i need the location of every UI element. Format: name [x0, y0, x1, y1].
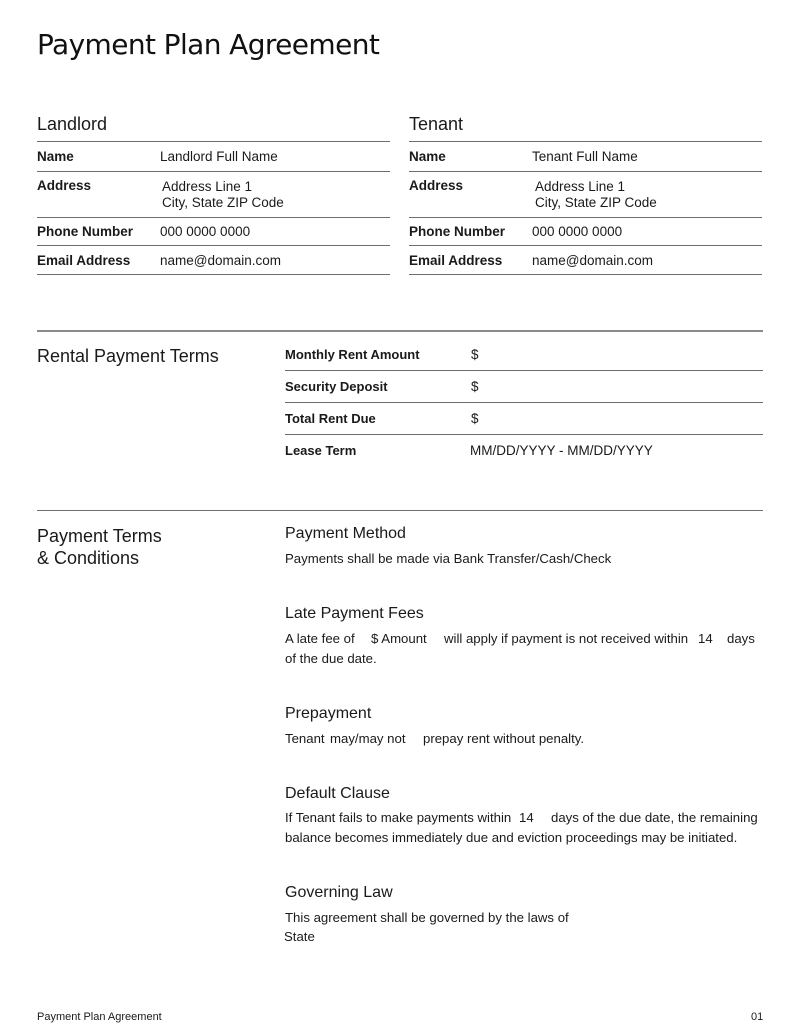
- tenant-email-field[interactable]: name@domain.com: [532, 253, 654, 268]
- monthly-rent-label: Monthly Rent Amount: [285, 347, 420, 362]
- tenant-phone-field[interactable]: 000 0000 0000: [532, 224, 623, 239]
- divider: [37, 217, 390, 218]
- prepayment-text: [285, 729, 763, 749]
- tenant-address-line2: City, State ZIP Code: [535, 195, 657, 210]
- late-fees-prefix: A late fee of: [285, 631, 355, 646]
- landlord-email-field[interactable]: name@domain.com: [160, 253, 282, 268]
- security-deposit-field[interactable]: $: [471, 379, 479, 394]
- payment-method-text: [285, 549, 611, 569]
- late-fees-text: [285, 629, 763, 669]
- default-days-field[interactable]: 14: [519, 810, 534, 825]
- tenant-name-field[interactable]: Tenant Full Name: [532, 149, 638, 164]
- governing-law-text: This agreement shall be governed by the laws of: [285, 910, 569, 925]
- tenant-address-line1: Address Line 1: [535, 179, 626, 194]
- rental-terms-heading: Rental Payment Terms: [37, 346, 219, 366]
- payment-method-field[interactable]: Bank Transfer/Cash/Check: [453, 551, 612, 566]
- late-fees-middle: will apply if payment is not received within: [444, 631, 689, 646]
- total-rent-label: Total Rent Due: [285, 411, 376, 426]
- governing-law-heading: Governing Law: [285, 884, 393, 901]
- landlord-heading: Landlord: [37, 114, 108, 134]
- divider: [409, 217, 762, 218]
- default-clause-prefix: If Tenant fails to make payments within: [285, 810, 512, 825]
- payment-method-heading: Payment Method: [285, 525, 406, 542]
- tenant-address-label: Address: [409, 178, 464, 193]
- footer-doc-name: Payment Plan Agreement: [37, 1011, 162, 1023]
- tenant-name-label: Name: [409, 149, 446, 164]
- conditions-heading-line2: & Conditions: [37, 548, 140, 568]
- late-fee-days-field[interactable]: 14: [698, 631, 713, 646]
- default-clause-heading: Default Clause: [285, 785, 390, 802]
- conditions-heading-line1: Payment Terms: [37, 526, 162, 546]
- page-title: Payment Plan Agreement: [37, 28, 380, 61]
- lease-term-field[interactable]: MM/DD/YYYY - MM/DD/YYYY: [470, 443, 653, 458]
- footer-page-number: 01: [751, 1011, 764, 1023]
- section-divider: [37, 510, 763, 511]
- tenant-phone-label: Phone Number: [409, 224, 506, 239]
- default-clause-suffix: days of the due date, the remaining: [551, 810, 758, 825]
- monthly-rent-field[interactable]: $: [471, 347, 479, 362]
- default-clause-line2: balance becomes immediately due and eviction proceedings may be initiated.: [285, 830, 738, 845]
- prepayment-suffix: prepay rent without penalty.: [423, 731, 585, 746]
- late-fees-line2: of the due date.: [285, 651, 377, 666]
- divider: [409, 171, 762, 172]
- governing-law-state-field[interactable]: State: [284, 929, 315, 944]
- landlord-phone-label: Phone Number: [37, 224, 134, 239]
- landlord-name-label: Name: [37, 149, 74, 164]
- landlord-address-label: Address: [37, 178, 92, 193]
- divider: [37, 245, 390, 246]
- default-clause-text: [285, 808, 763, 848]
- divider: [285, 402, 763, 403]
- total-rent-field[interactable]: $: [471, 411, 479, 426]
- late-fees-heading: Late Payment Fees: [285, 605, 424, 622]
- divider: [37, 141, 390, 142]
- landlord-address-line2: City, State ZIP Code: [162, 195, 284, 210]
- tenant-heading: Tenant: [409, 114, 464, 134]
- divider: [285, 370, 763, 371]
- divider: [37, 171, 390, 172]
- divider: [409, 245, 762, 246]
- divider: [409, 141, 762, 142]
- divider: [409, 274, 762, 275]
- lease-term-label: Lease Term: [285, 443, 357, 458]
- landlord-address-line1: Address Line 1: [162, 179, 253, 194]
- payment-method-prefix: Payments shall be made via: [285, 551, 450, 566]
- section-divider: [37, 330, 763, 332]
- landlord-name-field[interactable]: Landlord Full Name: [160, 149, 278, 164]
- late-fee-amount-field[interactable]: $ Amount: [371, 631, 427, 646]
- security-deposit-label: Security Deposit: [285, 379, 388, 394]
- divider: [37, 274, 390, 275]
- prepayment-prefix: Tenant: [285, 731, 325, 746]
- tenant-email-label: Email Address: [409, 253, 503, 268]
- divider: [285, 434, 763, 435]
- landlord-phone-field[interactable]: 000 0000 0000: [160, 224, 251, 239]
- landlord-address-field[interactable]: [162, 179, 284, 211]
- landlord-email-label: Email Address: [37, 253, 131, 268]
- conditions-heading: [37, 525, 162, 569]
- tenant-address-field[interactable]: [535, 179, 657, 211]
- prepayment-field[interactable]: may/may not: [330, 731, 406, 746]
- late-fees-suffix: days: [727, 631, 755, 646]
- prepayment-heading: Prepayment: [285, 705, 372, 722]
